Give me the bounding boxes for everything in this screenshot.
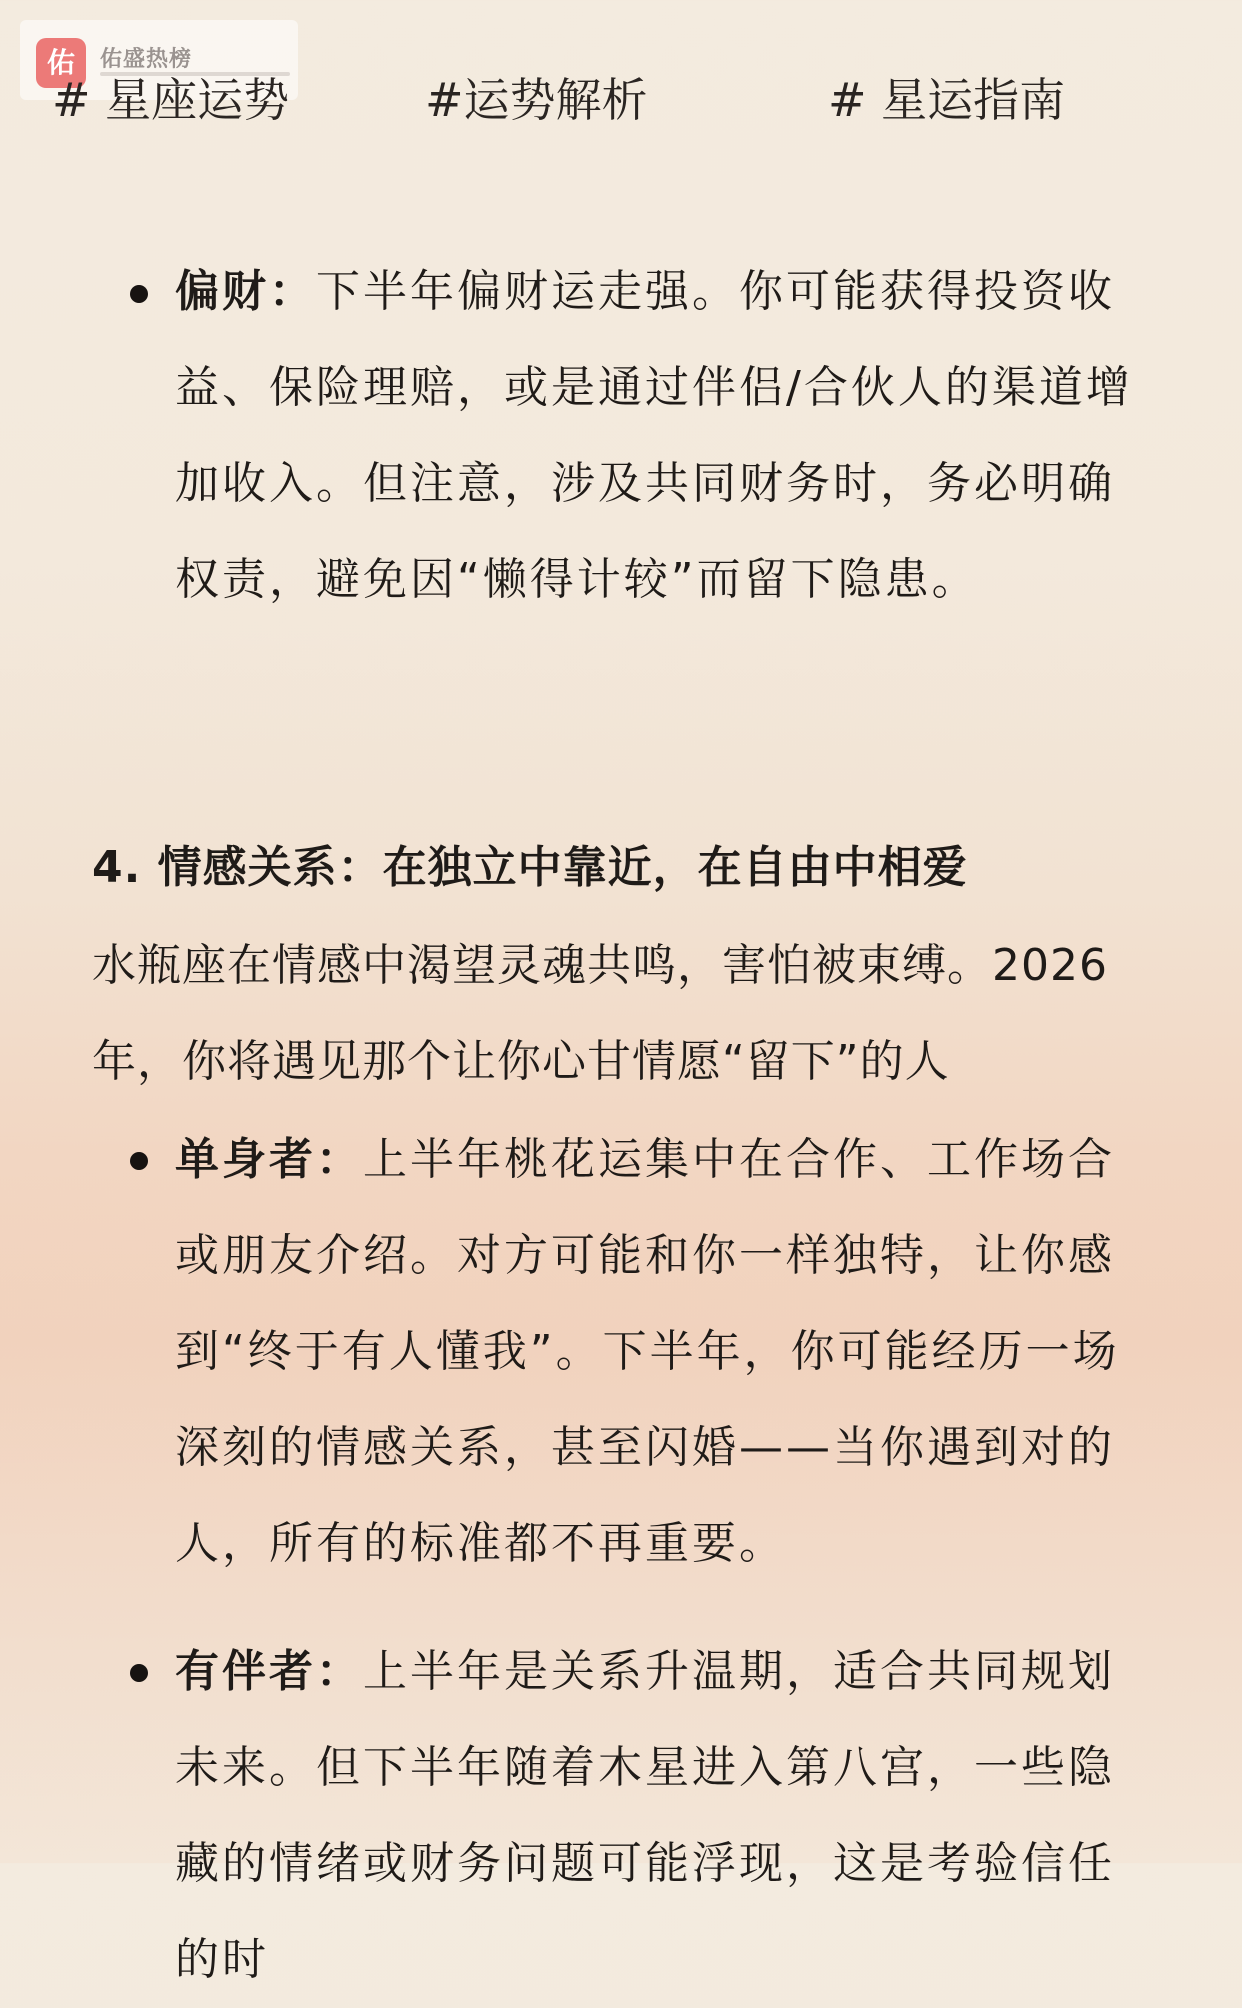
bullet-dot	[130, 1152, 148, 1170]
section-heading: 4. 情感关系：在独立中靠近，在自由中相爱	[92, 842, 968, 893]
bullet-text: 上半年桃花运集中在合作、工作场合或朋友介绍。对方可能和你一样独特，让你感到“终于有人懂我”。下半年，你可能经历一场深刻的情感关系，甚至闪婚——当你遇到对的人，所有的标准都不再重要。	[175, 1134, 1120, 1569]
watermark-name: 佑盛热榜	[100, 47, 193, 72]
bullet-heading: 单身者：	[175, 1134, 363, 1185]
hashtag-star-guide[interactable]: # 星运指南	[828, 73, 1066, 127]
bullet-singles	[175, 1112, 1155, 1592]
bullet-partnered	[175, 1624, 1155, 2008]
bullet-windfall	[175, 244, 1155, 628]
bullet-heading: 偏财：	[175, 266, 316, 317]
bullet-heading: 有伴者：	[175, 1646, 363, 1697]
watermark-logo: 佑	[36, 38, 86, 88]
hashtag-fortune-analysis[interactable]: #运势解析	[425, 73, 648, 127]
hashtag-horoscope[interactable]: # 星座运势	[52, 73, 290, 127]
bullet-text: 下半年偏财运走强。你可能获得投资收益、保险理赔，或是通过伴侣/合伙人的渠道增加收入。但注意，涉及共同财务时，务必明确权责，避免因“懒得计较”而留下隐患。	[175, 266, 1133, 605]
bullet-text: 上半年是关系升温期，适合共同规划未来。但下半年随着木星进入第八宫，一些隐藏的情绪或财务问题可能浮现，这是考验信任的时	[175, 1646, 1115, 1985]
bullet-dot	[130, 285, 148, 303]
section-intro: 水瓶座在情感中渴望灵魂共鸣，害怕被束缚。2026年，你将遇见那个让你心甘情愿“留下”的人	[92, 940, 1108, 1087]
bullet-dot	[130, 1664, 148, 1682]
